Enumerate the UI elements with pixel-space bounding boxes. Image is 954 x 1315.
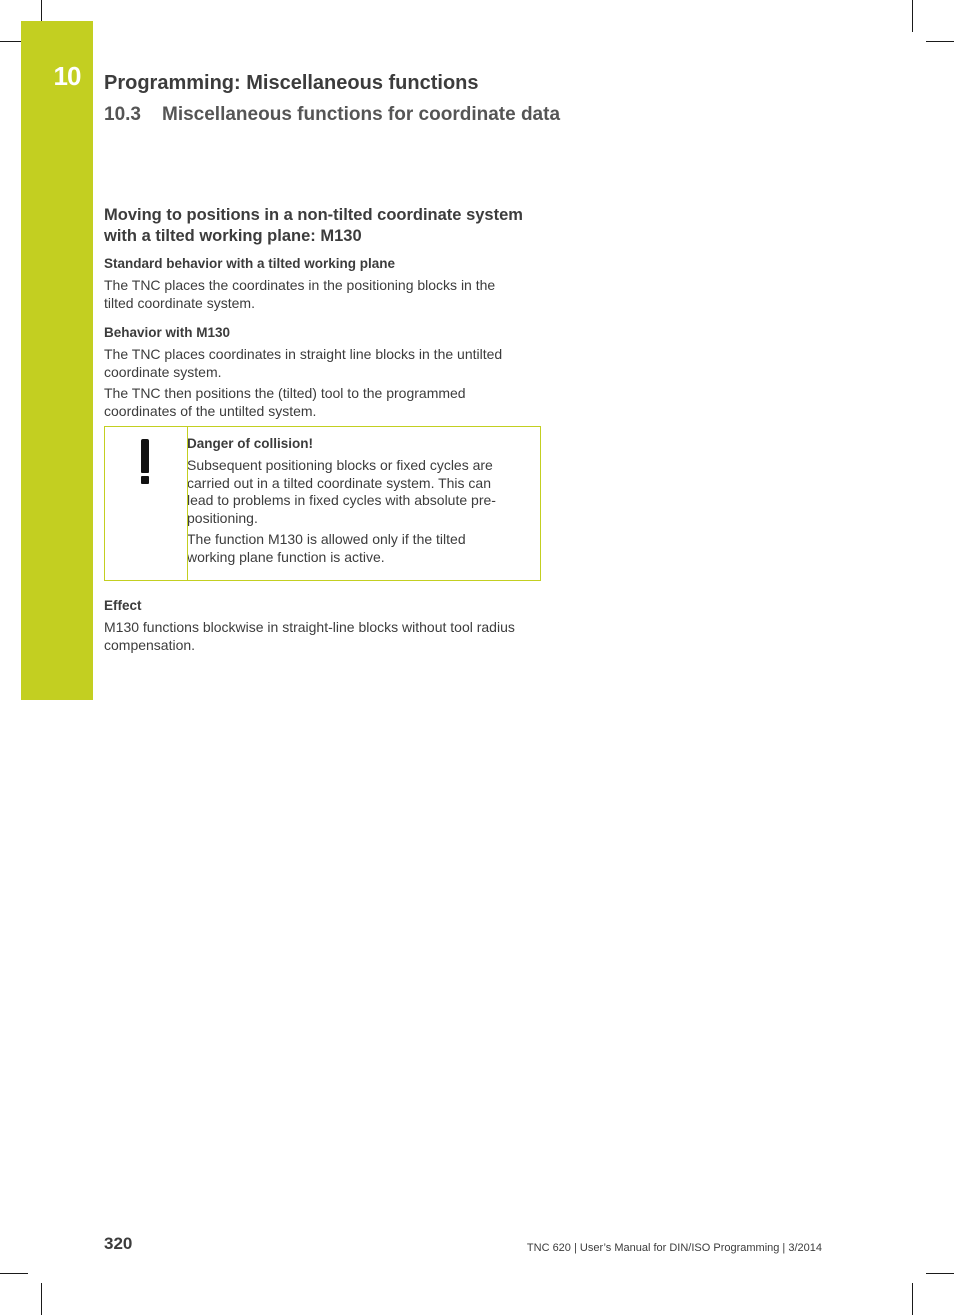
text-line: working plane function is active. (187, 548, 385, 565)
paragraph (104, 385, 552, 420)
warning-icon-column (105, 427, 188, 580)
topic-heading-line: with a tilted working plane: M130 (104, 227, 362, 245)
text-line: The function M130 is allowed only if the tilted (187, 531, 466, 547)
crop-mark (0, 1273, 28, 1274)
chapter-tab (21, 21, 93, 700)
paragraph (187, 457, 520, 527)
page-number: 320 (104, 1234, 133, 1253)
chapter-number: 10 (53, 61, 81, 91)
text-line: The TNC places the coordinates in the positioning blocks in the (104, 277, 496, 293)
warning-title: Danger of collision! (187, 436, 314, 451)
exclamation-icon (138, 439, 152, 485)
warning-box (104, 426, 541, 581)
paragraph (104, 346, 552, 381)
section-number: 10.3 (104, 104, 141, 125)
chapter-title: Programming: Miscellaneous functions (104, 72, 479, 94)
page-content (104, 205, 552, 658)
section-title-text: Miscellaneous functions for coordinate data (162, 104, 561, 125)
topic-heading (104, 205, 552, 247)
text-line: The TNC then positions the (tilted) tool to the programmed (104, 385, 466, 401)
text-line: Subsequent positioning blocks or fixed cycles are (187, 457, 493, 473)
text-line: The TNC places coordinates in straight line blocks in the untilted (104, 346, 503, 362)
subheading-behavior-m130: Behavior with M130 (104, 325, 231, 340)
crop-mark (926, 1273, 954, 1274)
topic-heading-line: Moving to positions in a non-tilted coordinate system (104, 206, 523, 224)
subheading-standard-behavior: Standard behavior with a tilted working plane (104, 256, 396, 271)
text-line: coordinate system. (104, 363, 222, 380)
crop-mark (912, 1283, 913, 1315)
text-line: coordinates of the untilted system. (104, 402, 317, 419)
text-line: tilted coordinate system. (104, 294, 255, 311)
crop-mark (912, 0, 913, 32)
paragraph (104, 619, 552, 654)
section-title (104, 104, 560, 126)
text-line: positioning. (187, 509, 258, 526)
warning-text (187, 427, 540, 580)
text-line: lead to problems in fixed cycles with absolute pre- (187, 492, 496, 508)
text-line: compensation. (104, 636, 196, 653)
crop-mark (926, 41, 954, 42)
text-line: M130 functions blockwise in straight-line blocks without tool radius (104, 619, 515, 635)
paragraph (104, 277, 552, 312)
text-line: carried out in a tilted coordinate system. This can (187, 474, 492, 491)
document-footer: TNC 620 | User’s Manual for DIN/ISO Programming | 3/2014 (526, 1242, 822, 1254)
paragraph (187, 531, 520, 566)
crop-mark (41, 1283, 42, 1315)
subheading-effect: Effect (104, 598, 142, 613)
